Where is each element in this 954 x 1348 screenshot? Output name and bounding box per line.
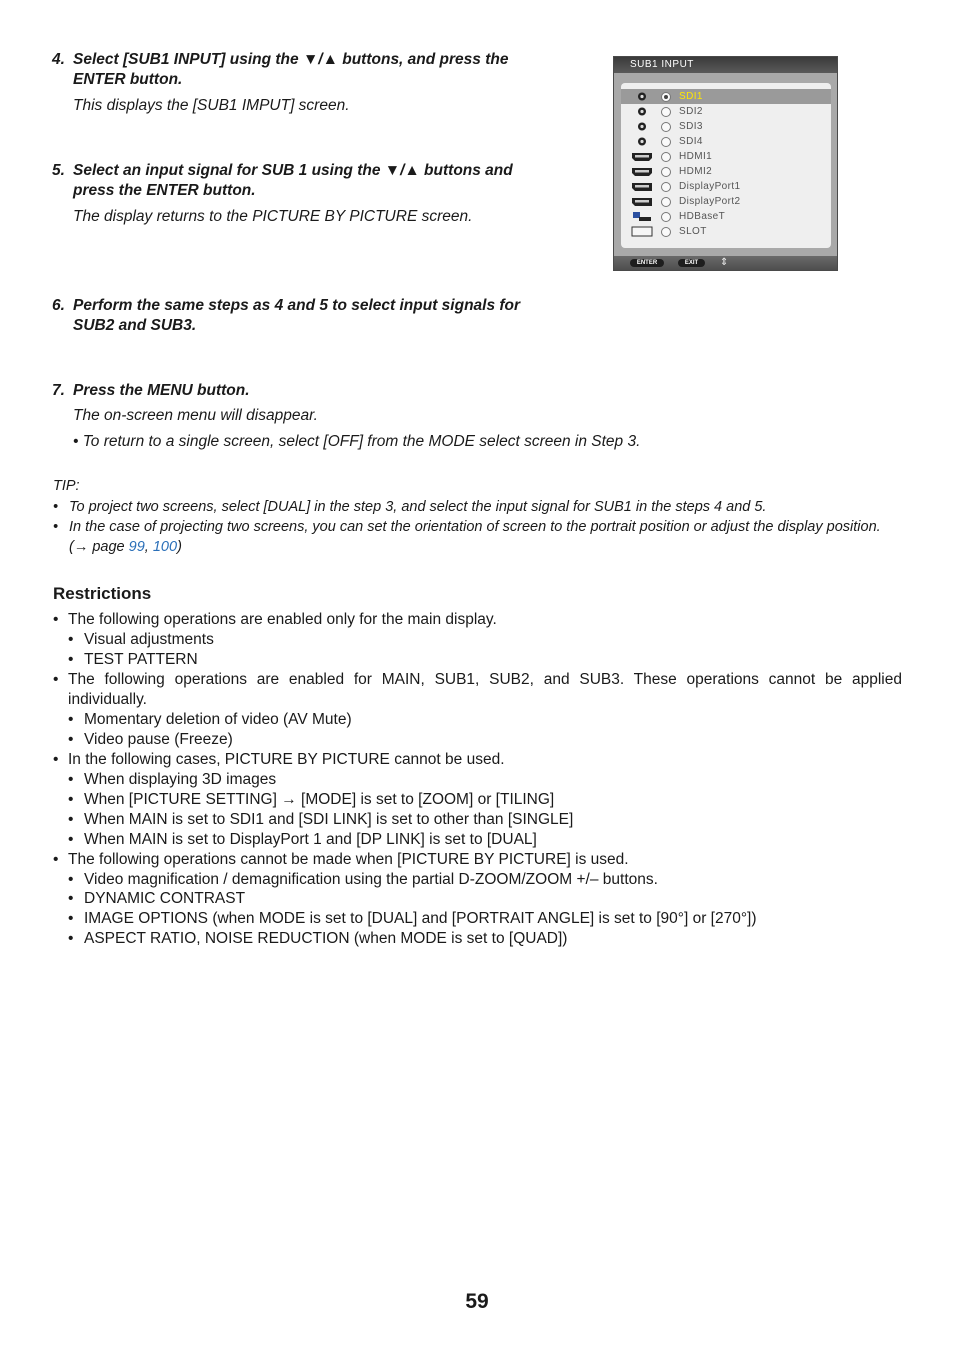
menu-item-label: SDI4 [679,136,703,147]
restriction-subitem: TEST PATTERN [84,651,198,668]
radio-icon [661,227,671,237]
bullet: • [68,871,74,888]
bullet: • [68,930,74,947]
radio-icon [661,122,671,132]
page-number: 59 [465,1290,489,1313]
bullet: • [68,731,74,748]
sdi-icon [631,135,653,148]
menu-item-label: DisplayPort1 [679,181,741,192]
hdbaset-icon [631,210,653,223]
menu-item-hdbaset[interactable] [621,209,831,224]
bullet: • [68,831,74,848]
bullet: • [68,651,74,668]
tip-label: TIP: [53,478,80,494]
sdi-icon [631,105,653,118]
restriction-subitem: IMAGE OPTIONS (when MODE is set to [DUAL] and [PORTRAIT ANGLE] is set to [90°] or [270°]) [84,910,757,927]
step-title: Select an input signal for SUB 1 using the ▼/▲ buttons and press the ENTER button. [73,162,513,199]
menu-item-label: HDBaseT [679,211,726,222]
menu-item-hdmi1[interactable] [621,149,831,164]
menu-item-slot[interactable] [621,224,831,239]
page-link-99[interactable]: 99 [128,539,145,555]
sdi-icon [631,90,653,103]
restriction-subitem: When MAIN is set to SDI1 and [SDI LINK] is set to other than [SINGLE] [84,811,574,828]
menu-title: SUB1 INPUT [614,57,837,73]
step-7-heading [52,381,552,401]
step-4-heading [52,50,552,90]
ref-prefix: (→ page [69,539,129,555]
tip-item-2: In the case of projecting two screens, you can set the orientation of screen to the portrait position or adjust the display position. [69,519,881,535]
restriction-subitem: ASPECT RATIO, NOISE REDUCTION (when MODE is set to [QUAD]) [84,930,568,947]
menu-item-label: SLOT [679,226,707,237]
restriction-subitem: When displaying 3D images [84,771,277,788]
hdmi-icon [631,150,653,163]
menu-panel [621,83,831,248]
tip-item-1: To project two screens, select [DUAL] in the step 3, and select the input signal for SUB1 in the steps 4 and 5. [69,499,767,515]
bullet: • [68,811,74,828]
step-7-body: The on-screen menu will disappear. [73,407,318,424]
enter-button[interactable]: ENTER [630,259,664,267]
tip-bullet: • [53,499,59,515]
menu-item-label: SDI2 [679,106,703,117]
restriction-subitem: Video magnification / demagnification using the partial D-ZOOM/ZOOM +/– buttons. [84,871,658,888]
menu-item-displayport2[interactable] [621,194,831,209]
restriction-subitem: Momentary deletion of video (AV Mute) [84,711,352,728]
restriction-item: The following operations are enabled for MAIN, SUB1, SUB2, and SUB3. These operations cannot be applied individually. [68,671,902,708]
menu-item-label: HDMI2 [679,166,713,177]
menu-footer [614,256,837,270]
menu-item-label: SDI3 [679,121,703,132]
bullet: • [68,771,74,788]
radio-icon [661,197,671,207]
menu-item-label: HDMI1 [679,151,713,162]
step-7-note: • To return to a single screen, select [OFF] from the MODE select screen in Step 3. [73,433,641,450]
step-title: Select [SUB1 INPUT] using the ▼/▲ buttons, and press the ENTER button. [73,51,509,88]
bullet: • [68,910,74,927]
restriction-item: The following operations cannot be made when [PICTURE BY PICTURE] is used. [68,851,629,868]
radio-icon [661,137,671,147]
sub1-input-menu [613,56,838,271]
radio-icon [661,212,671,222]
menu-item-hdmi2[interactable] [621,164,831,179]
step-5-heading [52,161,552,201]
menu-item-sdi1[interactable] [621,89,831,104]
restriction-subitem: Visual adjustments [84,631,214,648]
radio-icon [661,107,671,117]
step-5-body: The display returns to the PICTURE BY PICTURE screen. [73,208,473,225]
menu-item-label: SDI1 [679,91,703,102]
step-number: 4. [52,51,65,68]
ref-separator: , [144,539,153,555]
menu-item-sdi4[interactable] [621,134,831,149]
step-6-heading [52,296,552,336]
exit-button[interactable]: EXIT [678,259,705,267]
bullet: • [68,890,74,907]
tip-bullet: • [53,519,59,535]
slot-icon [631,225,653,238]
displayport-icon [631,195,653,208]
restriction-subitem: Video pause (Freeze) [84,731,233,748]
ref-suffix: ) [177,539,182,555]
radio-icon [661,92,671,102]
step-number: 6. [52,297,65,314]
radio-icon [661,167,671,177]
step-number: 7. [52,382,65,399]
bullet: • [53,851,59,868]
step-title: Press the MENU button. [73,382,250,399]
menu-item-label: DisplayPort2 [679,196,741,207]
step-number: 5. [52,162,65,179]
menu-item-sdi2[interactable] [621,104,831,119]
restriction-subitem: DYNAMIC CONTRAST [84,890,246,907]
hdmi-icon [631,165,653,178]
bullet: • [53,751,59,768]
menu-item-displayport1[interactable] [621,179,831,194]
restrictions-heading: Restrictions [53,584,152,603]
tip-page-reference [69,537,182,557]
restriction-item: The following operations are enabled only for the main display. [68,611,497,628]
bullet: • [68,791,74,808]
page-link-100[interactable]: 100 [152,539,178,555]
bullet: • [68,711,74,728]
bullet: • [53,611,59,628]
step-4-body: This displays the [SUB1 IMPUT] screen. [73,97,350,114]
bullet: • [53,671,59,688]
radio-icon [661,152,671,162]
menu-item-sdi3[interactable] [621,119,831,134]
restriction-subitem: When [PICTURE SETTING] → [MODE] is set to [ZOOM] or [TILING] [84,791,555,808]
bullet: • [68,631,74,648]
up-down-arrow-icon: ⇕ [720,257,729,268]
radio-icon [661,182,671,192]
sdi-icon [631,120,653,133]
step-title: Perform the same steps as 4 and 5 to select input signals for SUB2 and SUB3. [73,297,521,334]
restriction-item: In the following cases, PICTURE BY PICTURE cannot be used. [68,751,505,768]
displayport-icon [631,180,653,193]
restriction-subitem: When MAIN is set to DisplayPort 1 and [DP LINK] is set to [DUAL] [84,831,537,848]
